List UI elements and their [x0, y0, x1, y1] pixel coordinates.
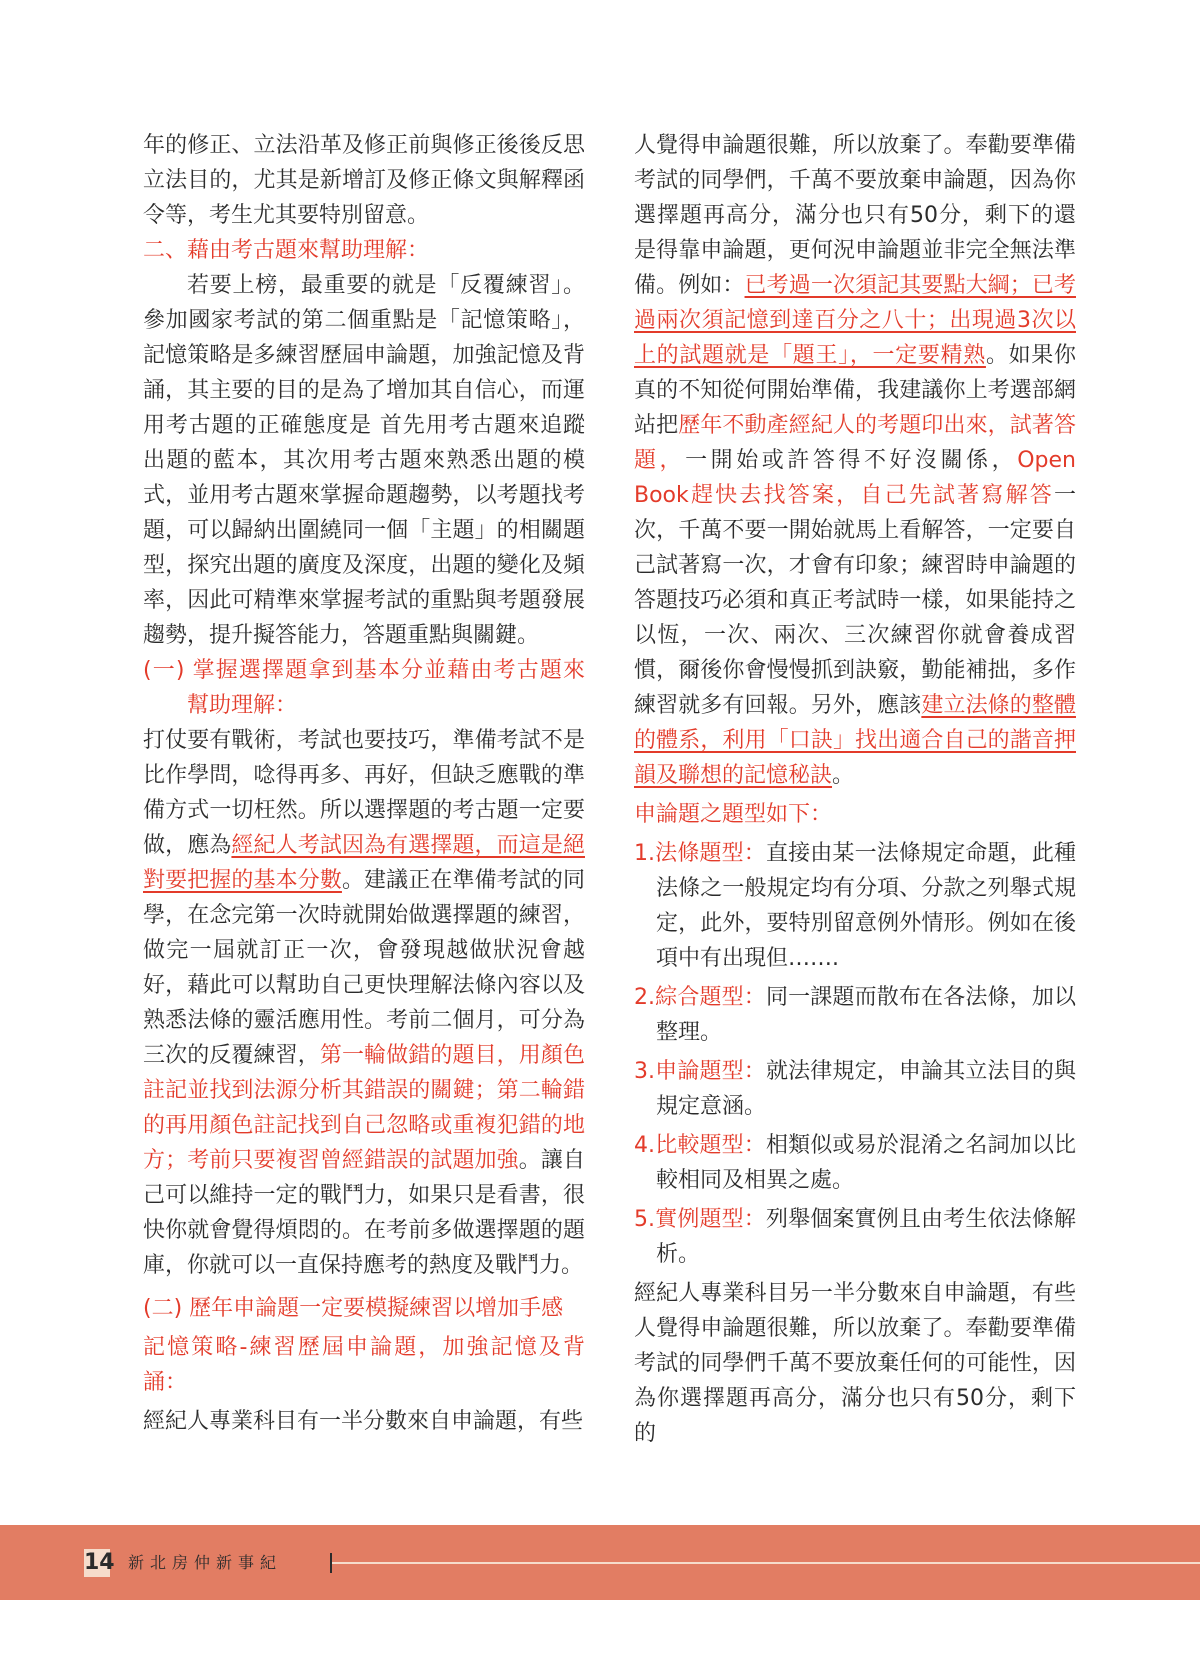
item-label: 綜合題型： [655, 985, 766, 1010]
item-number: 1. [634, 841, 655, 866]
text-run: 一開始或許答得不好沒關係， [685, 448, 1018, 473]
right-column [634, 128, 1076, 1451]
highlight-text: 已考過一次須記其要點大綱；已考過兩次須記憶到達百分之八十；出現過3次以上的試題就是「題王」，一定要精熟 [634, 273, 1076, 368]
left-column [143, 128, 585, 1439]
text-run: 一次，千萬不要一開始就馬上看解答，一定要自己試著寫一次，才會有印象；練習時申論題的答題技巧必須和真正考試時一樣，如果能持之以恆，一次、兩次、三次練習你就會養成習慣，爾後你會慢慢抓到訣竅，勤能補拙，多作練習就多有回報。另外，應該 [634, 483, 1076, 718]
item-text: 同一課題而散布在各法條，加以整理。 [656, 985, 1076, 1045]
paragraph: 年的修正、立法沿革及修正前與修正後後反思立法目的，尤其是新增訂及修正條文與解釋函令等，考生尤其要特別留意。 [143, 133, 585, 228]
highlight-text: 經紀人考試因為有選擇題，而這是絕對要把握的基本分數 [143, 833, 585, 893]
page-number: 14 [84, 1550, 115, 1575]
list-item [634, 1128, 1076, 1198]
highlight-text: 第一輪做錯的題目，用顏色註記並找到法源分析其錯誤的關鍵；第二輪錯的再用顏色註記找到自己忽略或重複犯錯的地方；考前只要複習曾經錯誤的試題加強 [143, 1043, 585, 1173]
item-text: 就法律規定，申論其立法目的與規定意涵。 [656, 1059, 1076, 1119]
divider [332, 1562, 1200, 1564]
highlight-text: Open Book趕快去找答案，自己先試著寫解答 [634, 448, 1076, 508]
list-item [634, 980, 1076, 1050]
item-label: 比較題型： [655, 1133, 766, 1158]
page-footer [0, 1525, 1200, 1600]
item-number: 5. [634, 1207, 655, 1232]
magazine-title: 新北房仲新事紀 [128, 1553, 283, 1572]
paragraph: 經紀人專業科目有一半分數來自申論題，有些 [143, 1409, 584, 1434]
section-heading: 申論題之題型如下： [634, 802, 833, 827]
sub-heading: (二) 歷年申論題一定要模擬練習以增加手感 [143, 1296, 564, 1321]
list-item [634, 836, 1076, 976]
text-run: 。建議正在準備考試的同學，在念完第一次時就開始做選擇題的練習，做完一屆就訂正一次，會發現越做狀況會越好，藉此可以幫助自己更快理解法條內容以及熟悉法條的靈活應用性。考前二個月，可分為三次的反覆練習， [143, 868, 585, 1068]
list-item [634, 1202, 1076, 1272]
list-item [634, 1054, 1076, 1124]
text-run: 打仗要有戰術，考試也要技巧，準備考試不是比作學問，唸得再多、再好，但缺乏應戰的準備方式一切枉然。所以選擇題的考古題一定要做，應為 [143, 728, 585, 858]
item-label: 法條題型： [655, 841, 766, 866]
paragraph: 若要上榜，最重要的就是「反覆練習」。參加國家考試的第二個重點是「記憶策略」，記憶策略是多練習歷屆申論題，加強記憶及背誦，其主要的目的是為了增加其自信心，而運用考古題的正確態度是 首先用考古題來追蹤出題的藍本，其次用考古題來熟悉出題的模式，並用考古題來掌握命題趨勢，以考題找考題，可以歸納出圍繞同一個「主題」的相關題型，探究出題的廣度及深度，出題的變化及頻率，因此可精準來掌握考試的重點與考題發展趨勢，提升擬答能力，答題重點與關鍵。 [143, 273, 585, 648]
section-heading: 二、藉由考古題來幫助理解： [143, 238, 430, 263]
sub-heading: (一) 掌握選擇題拿到基本分並藉由考古題來幫助理解： [143, 658, 585, 718]
text-run: 人覺得申論題很難，所以放棄了。奉勸要準備考試的同學們，千萬不要放棄申論題，因為你選擇題再高分，滿分也只有50分，剩下的還是得靠申論題，更何況申論題並非完全無法準備。例如： [634, 133, 1076, 298]
item-label: 實例題型： [655, 1207, 766, 1232]
paragraph [143, 723, 585, 1283]
item-number: 2. [634, 985, 655, 1010]
section-heading: 記憶策略-練習歷屆申論題，加強記憶及背誦： [143, 1335, 585, 1395]
item-number: 3. [634, 1059, 655, 1084]
item-text: 列舉個案實例且由考生依法條解析。 [656, 1207, 1076, 1267]
text-run: 。讓自己可以維持一定的戰鬥力，如果只是看書，很快你就會覺得煩悶的。在考前多做選擇題的題庫，你就可以一直保持應考的熱度及戰鬥力。 [143, 1148, 585, 1278]
highlight-text: 歷年不動產經紀人的考題印出來，試著答題， [634, 413, 1076, 473]
highlight-text: 建立法條的整體的體系，利用「口訣」找出適合自己的諧音押韻及聯想的記憶秘訣 [634, 693, 1076, 788]
paragraph: 經紀人專業科目另一半分數來自申論題，有些人覺得申論題很難，所以放棄了。奉勸要準備考試的同學們千萬不要放棄任何的可能性，因為你選擇題再高分，滿分也只有50分，剩下的 [634, 1281, 1076, 1446]
item-text: 直接由某一法條規定命題，此種法條之一般規定均有分項、分款之列舉式規定，此外，要特別留意例外情形。例如在後項中有出現但……. [656, 841, 1076, 971]
paragraph [634, 128, 1076, 793]
item-label: 申論題型： [655, 1059, 766, 1084]
text-run: 。 [832, 763, 855, 788]
text-run: 。如果你真的不知從何開始準備，我建議你上考選部網站把 [634, 343, 1076, 438]
item-number: 4. [634, 1133, 655, 1158]
item-text: 相類似或易於混淆之名詞加以比較相同及相異之處。 [656, 1133, 1076, 1193]
